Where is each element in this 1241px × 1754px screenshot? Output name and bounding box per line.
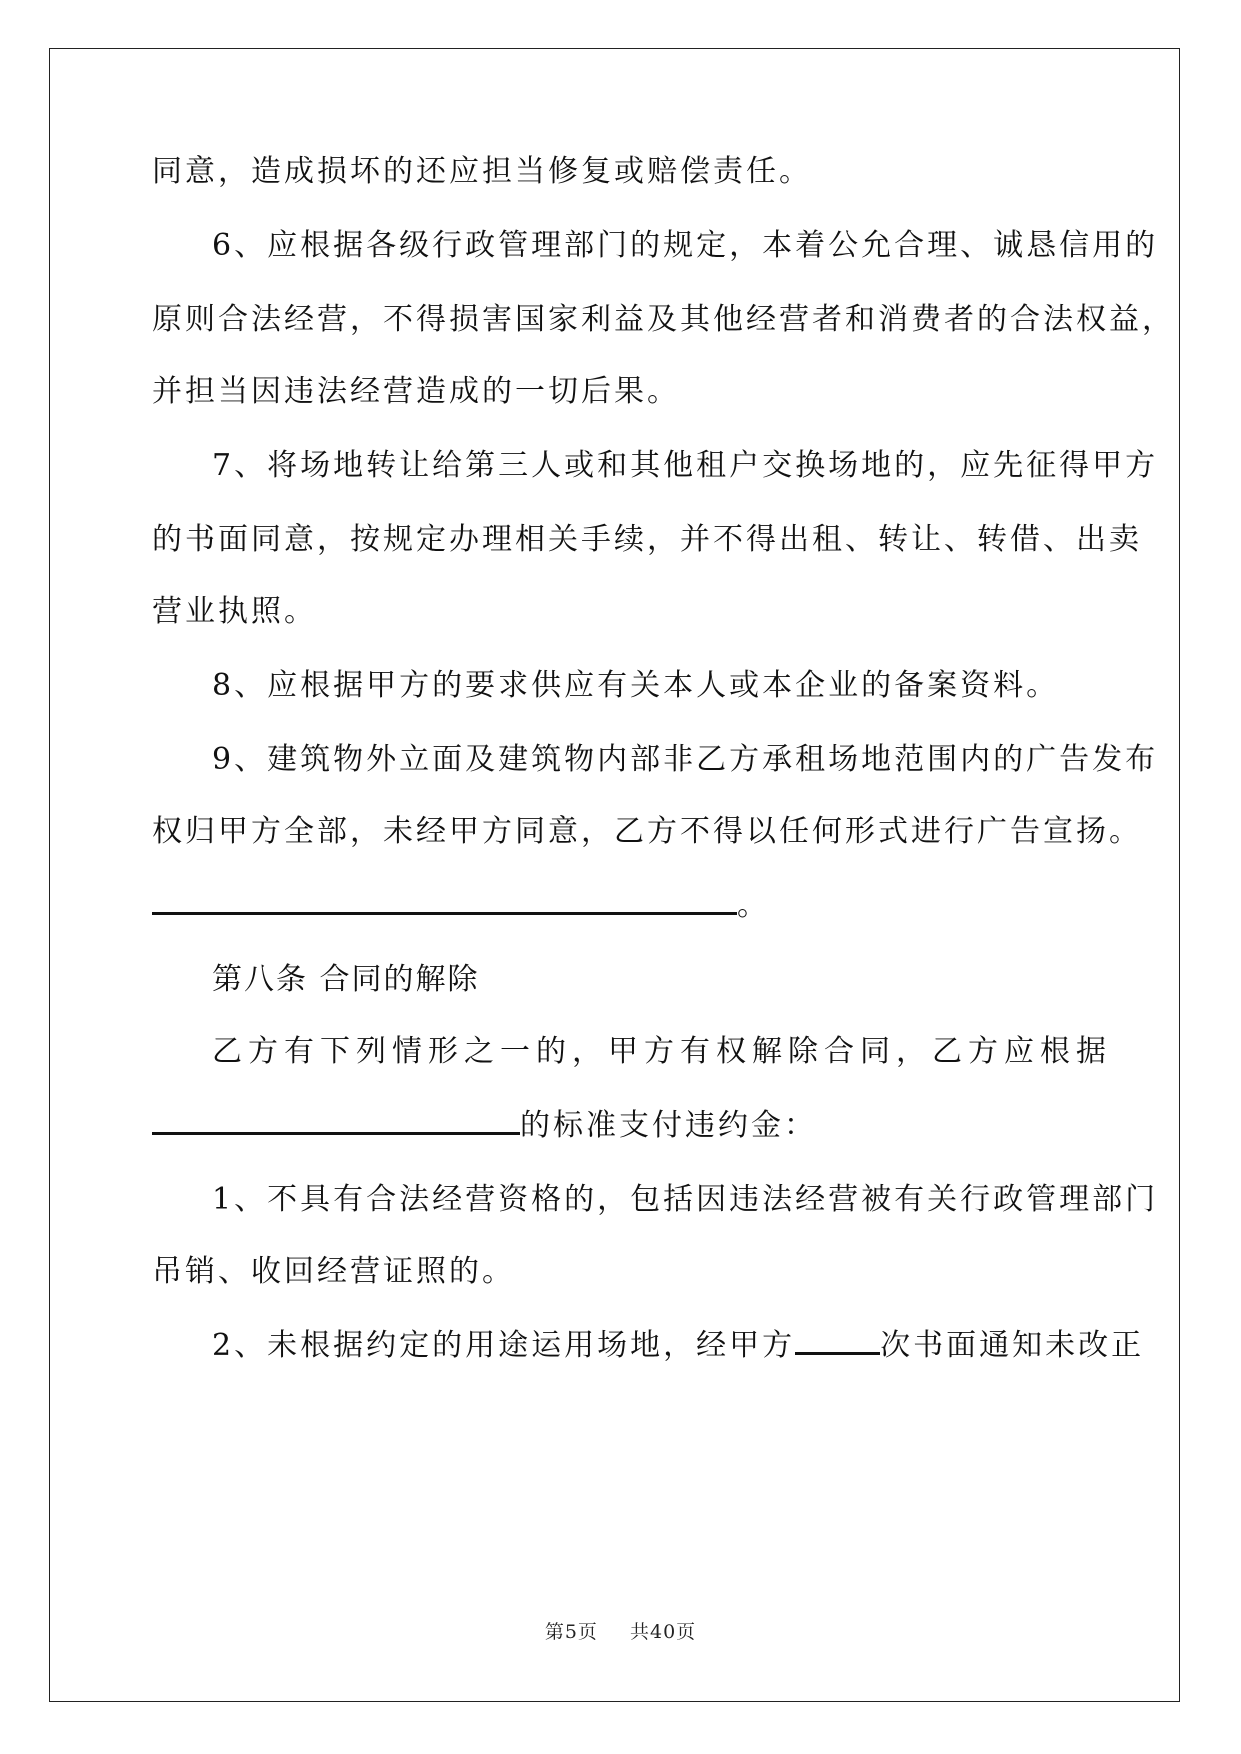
text-line-4: 并担当因违法经营造成的一切后果。 bbox=[152, 374, 680, 409]
page-footer bbox=[0, 1617, 1241, 1644]
fill-in-blank bbox=[795, 1326, 880, 1355]
page-border bbox=[49, 48, 1180, 1702]
section-heading: 第八条 合同的解除 bbox=[212, 962, 480, 997]
text-line-1: 同意，造成损坏的还应担当修复或赔偿责任。 bbox=[152, 154, 812, 189]
total-pages: 共40页 bbox=[630, 1621, 697, 1643]
page-number: 第5页 bbox=[544, 1621, 598, 1643]
text-line-6: 的书面同意，按规定办理相关手续，并不得出租、转让、转借、出卖 bbox=[152, 522, 1142, 557]
text-line-5: 7、将场地转让给第三人或和其他租户交换场地的，应先征得甲方 bbox=[212, 448, 1159, 483]
penalty-standard-text: 的标准支付违约金： bbox=[520, 1108, 817, 1143]
text-line-7: 营业执照。 bbox=[152, 594, 317, 629]
text-line-2: 6、应根据各级行政管理部门的规定，本着公允合理、诚恳信用的 bbox=[212, 228, 1159, 263]
text-line-15: 1、不具有合法经营资格的，包括因违法经营被有关行政管理部门 bbox=[212, 1182, 1159, 1217]
blank-line-row bbox=[152, 886, 1082, 926]
text-after-blank: 次书面通知未改正 bbox=[880, 1328, 1145, 1363]
text-line-8: 8、应根据甲方的要求供应有关本人或本企业的备案资料。 bbox=[212, 668, 1060, 703]
text-line-10: 权归甲方全部，未经甲方同意，乙方不得以任何形式进行广告宣扬。 bbox=[152, 814, 1142, 849]
period-mark: 。 bbox=[737, 888, 770, 923]
fill-in-blank bbox=[152, 1106, 520, 1135]
blank-line-row-2 bbox=[152, 1106, 1082, 1146]
text-line-17 bbox=[212, 1326, 1145, 1366]
text-line-9: 9、建筑物外立面及建筑物内部非乙方承租场地范围内的广告发布 bbox=[212, 742, 1159, 777]
text-line-13: 乙方有下列情形之一的，甲方有权解除合同，乙方应根据 bbox=[212, 1034, 1112, 1069]
text-before-blank: 2、未根据约定的用途运用场地，经甲方 bbox=[212, 1328, 796, 1363]
fill-in-blank bbox=[152, 886, 737, 915]
text-line-16: 吊销、收回经营证照的。 bbox=[152, 1254, 515, 1289]
text-line-3: 原则合法经营，不得损害国家利益及其他经营者和消费者的合法权益， bbox=[152, 302, 1175, 337]
